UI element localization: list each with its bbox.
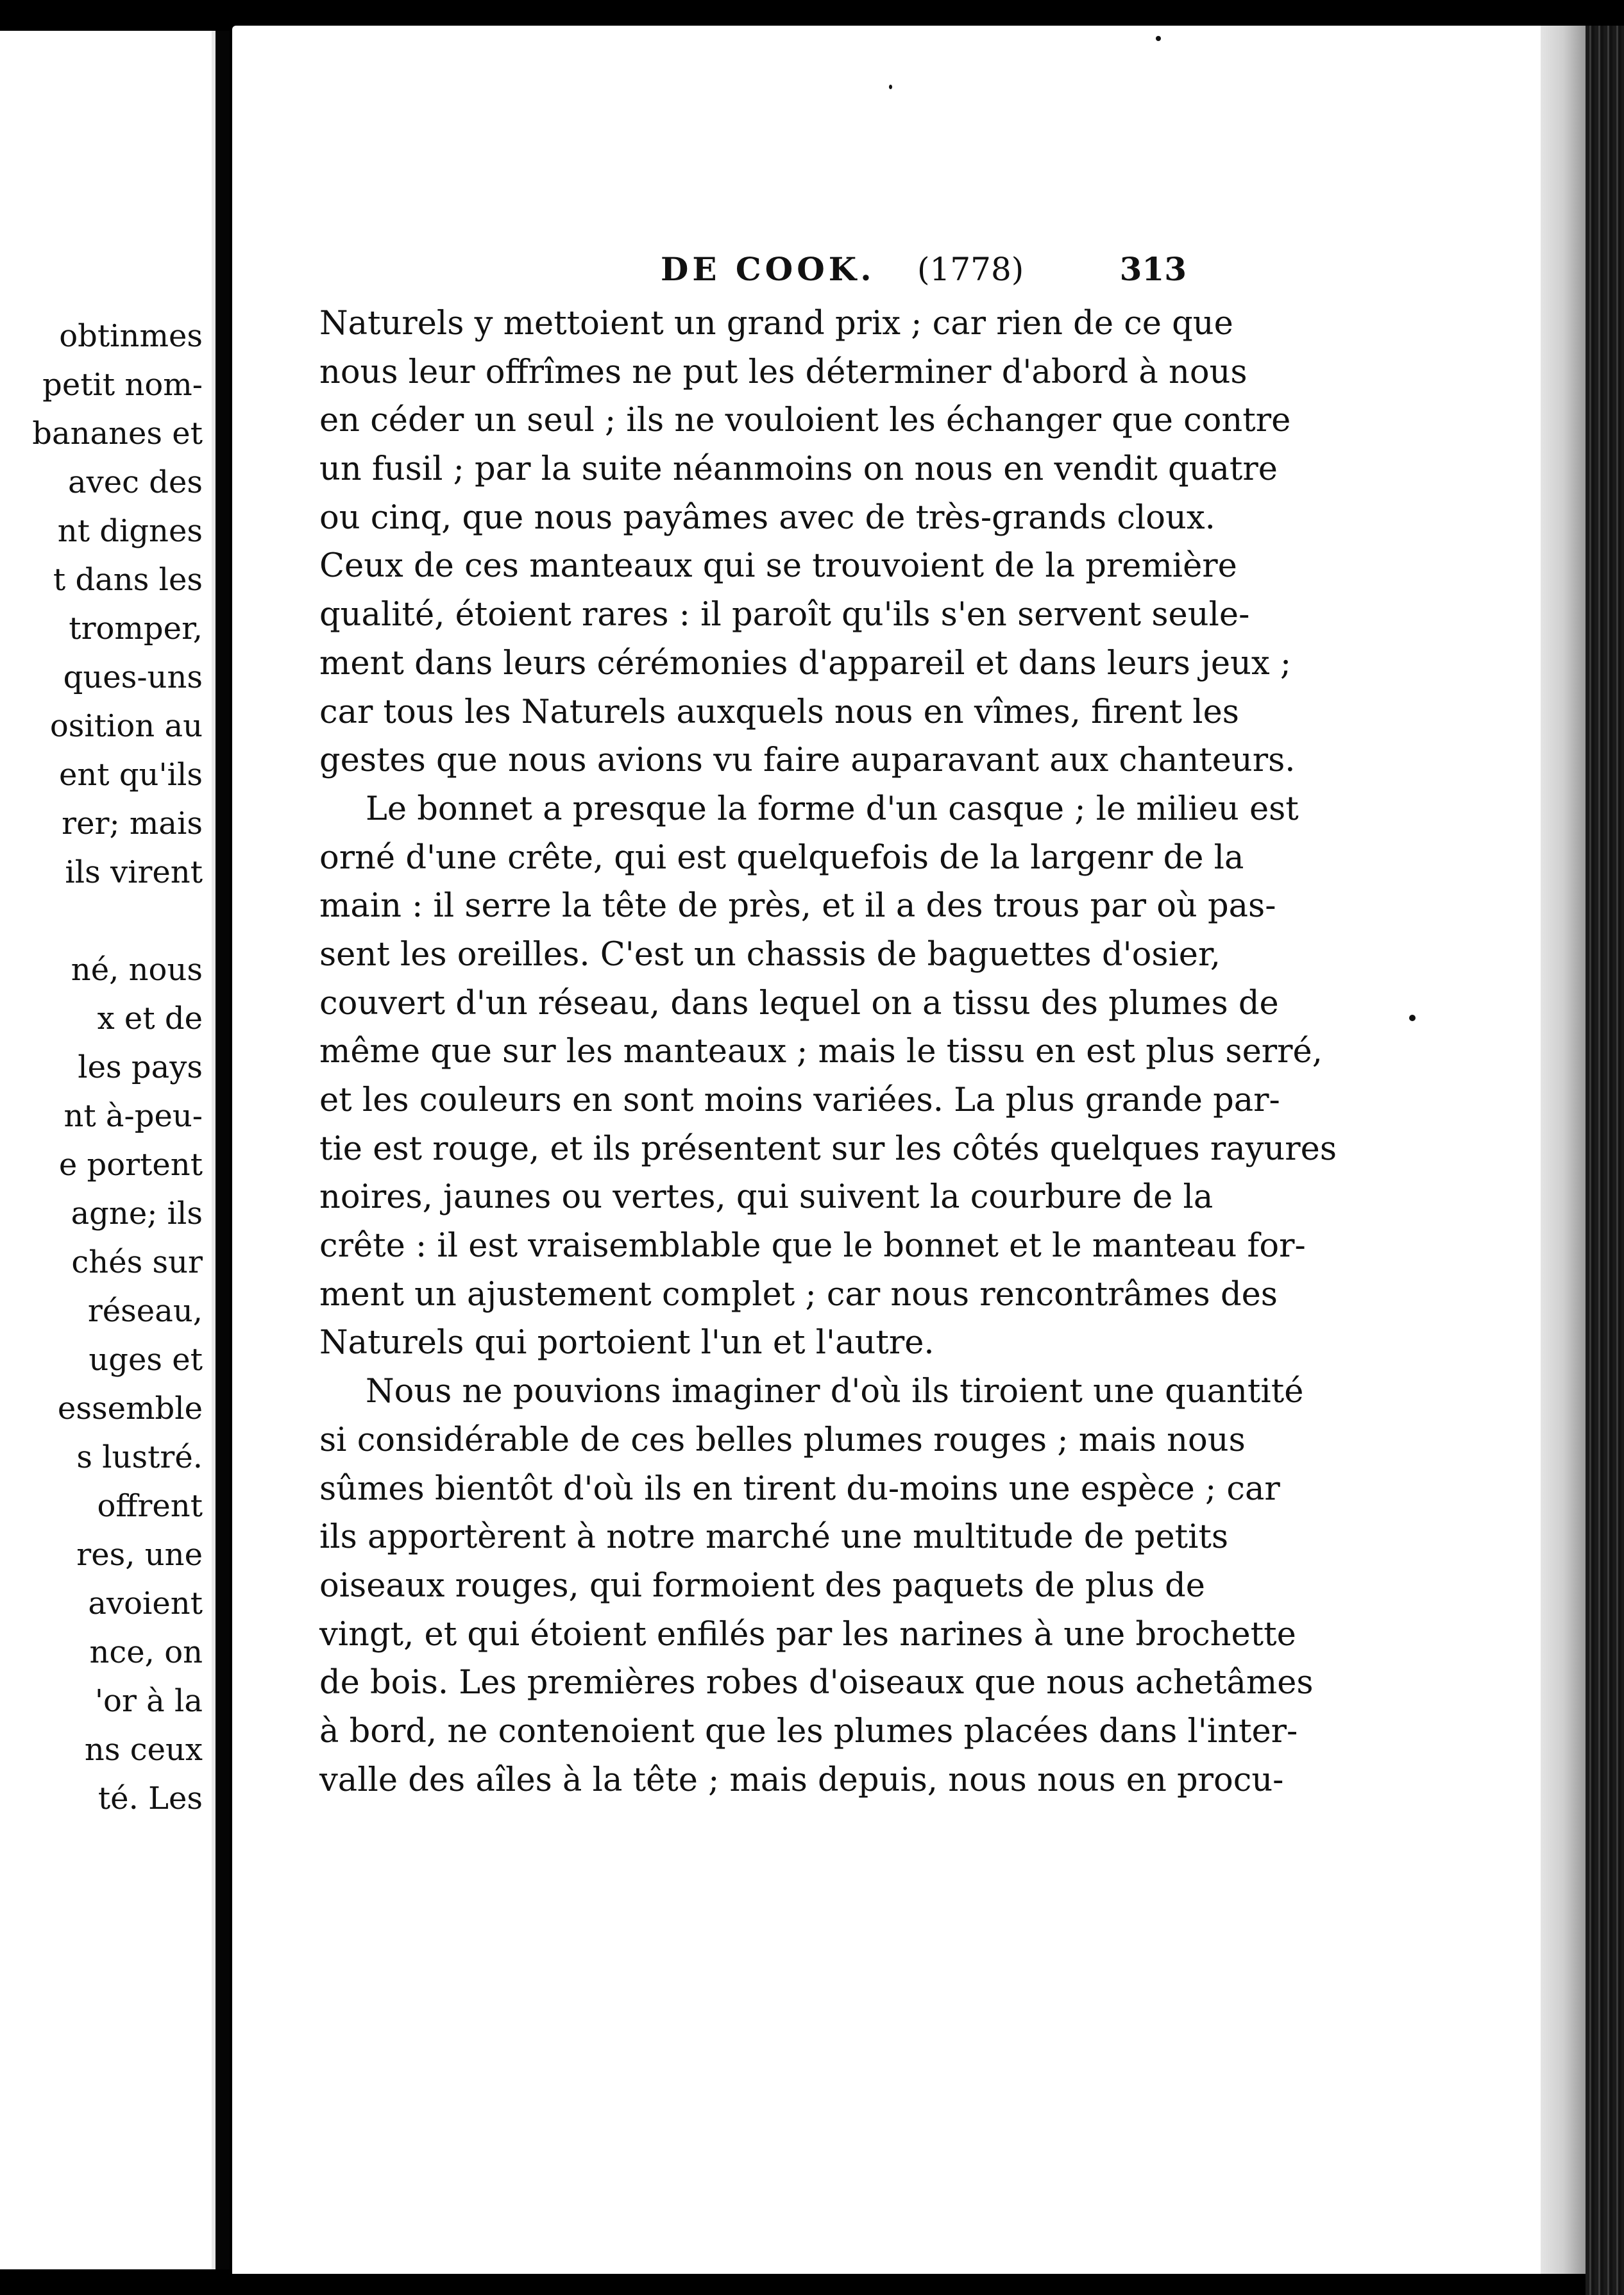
facing-page-line: chés sur [71,1244,203,1280]
facing-page-line: nt à-peu- [63,1098,203,1134]
text-line: Naturels y mettoient un grand prix ; car rien de ce que [319,305,1233,343]
scan-top-border [0,0,1624,26]
text-line: un fusil ; par la suite néanmoins on nous en vendit quatre [319,450,1278,489]
running-head-title: DE COOK. [661,250,875,288]
running-head-year: (1778) [917,251,1024,288]
running-head [661,244,1187,295]
page-number: 313 [1119,250,1187,288]
facing-page-line: essemble [57,1391,203,1427]
facing-page-line [0,897,203,945]
text-line: orné d'une crête, qui est quelquefois de la largenr de la [319,838,1244,877]
text-line: tie est rouge, et ils présentent sur les côtés quelques rayures [319,1130,1337,1168]
facing-page-line: offrent [97,1488,203,1524]
text-line: de bois. Les premières robes d'oiseaux que nous achetâmes [319,1664,1314,1702]
text-line: crête : il est vraisemblable que le bonnet et le manteau for- [319,1227,1306,1266]
facing-page-line: agne; ils [71,1196,203,1232]
facing-page-line: les pays [78,1049,203,1085]
text-line: car tous les Naturels auxquels nous en vîmes, firent les [319,693,1239,731]
scan-speck [1409,1015,1416,1021]
facing-page-line: uges et [89,1342,203,1378]
text-line: ou cinq, que nous payâmes avec de très-grands cloux. [319,498,1215,537]
text-line: à bord, ne contenoient que les plumes placées dans l'inter- [319,1712,1298,1750]
text-line: ils apportèrent à notre marché une multitude de petits [319,1518,1229,1557]
facing-page-line: t dans les [53,562,203,598]
facing-page-line: ques-uns [63,659,203,695]
text-line: noires, jaunes ou vertes, qui suivent la courbure de la [319,1178,1214,1217]
facing-page-line: osition au [49,708,203,744]
text-line: couvert d'un réseau, dans lequel on a tissu des plumes de [319,984,1279,1022]
text-line: oiseaux rouges, qui formoient des paquets de plus de [319,1566,1205,1605]
facing-page-line: rer; mais [62,806,203,842]
facing-page-line: petit nom- [42,367,203,403]
text-line: Ceux de ces manteaux qui se trouvoient de la première [319,547,1237,586]
text-line: et les couleurs en sont moins variées. La plus grande par- [319,1081,1280,1119]
text-line: vingt, et qui étoient enfilés par les narines à une brochette [319,1615,1296,1654]
text-line: en céder un seul ; ils ne vouloient les échanger que contre [319,402,1291,440]
text-line: gestes que nous avions vu faire auparavant aux chanteurs. [319,741,1296,780]
facing-page-line: avoient [88,1586,203,1622]
facing-page-line: té. Les [97,1781,203,1817]
text-line: même que sur les manteaux ; mais le tissu en est plus serré, [319,1033,1323,1071]
facing-page-line: ent qu'ils [58,757,203,793]
book-gutter [216,31,230,2269]
text-line: Le bonnet a presque la forme d'un casque ; le milieu est [366,790,1299,828]
text-line: Nous ne pouvions imaginer d'où ils tiroient une quantité [366,1373,1304,1411]
facing-page-fragment [0,31,216,2269]
facing-page-text [0,312,203,1823]
text-line: sent les oreilles. C'est un chassis de baguettes d'osier, [319,935,1221,974]
text-line: ment un ajustement complet ; car nous rencontrâmes des [319,1275,1278,1314]
facing-page-line: obtinmes [59,318,203,354]
text-line: si considérable de ces belles plumes rouges ; mais nous [319,1421,1246,1459]
facing-page-line: né, nous [71,952,203,988]
body-text [319,300,1337,1804]
page-edge-shadow [1541,26,1586,2274]
text-line: valle des aîles à la tête ; mais depuis, nous nous en procu- [319,1761,1284,1799]
facing-page-line: bananes et [32,416,203,452]
text-line: main : il serre la tête de près, et il a des trous par où pas- [319,887,1276,926]
text-line: Naturels qui portoient l'un et l'autre. [319,1324,935,1362]
facing-page-line: tromper, [69,611,203,647]
text-line: nous leur offrîmes ne put les déterminer d'abord à nous [319,353,1248,391]
facing-page-line: nt dignes [57,513,203,549]
facing-page-line: ns ceux [84,1732,203,1768]
facing-page-line: réseau, [87,1293,203,1329]
scan-speck [1156,36,1161,41]
scan-speck [889,85,892,89]
facing-page-line: e portent [58,1147,203,1183]
scan-bottom-border [0,2274,1586,2295]
facing-page-line: nce, on [89,1634,203,1670]
facing-page-line: x et de [97,1001,203,1037]
facing-page-line: avec des [67,464,203,500]
facing-page-line: ils virent [65,854,203,890]
facing-page-line: s lustré. [76,1439,203,1475]
text-line: qualité, étoient rares : il paroît qu'ils s'en servent seule- [319,596,1250,634]
text-line: ment dans leurs cérémonies d'appareil et dans leurs jeux ; [319,644,1292,682]
facing-page-line: 'or à la [94,1683,203,1719]
facing-page-line: res, une [76,1537,203,1573]
text-line: sûmes bientôt d'où ils en tirent du-moins une espèce ; car [319,1469,1280,1508]
book-block-edge [1586,26,1624,2295]
